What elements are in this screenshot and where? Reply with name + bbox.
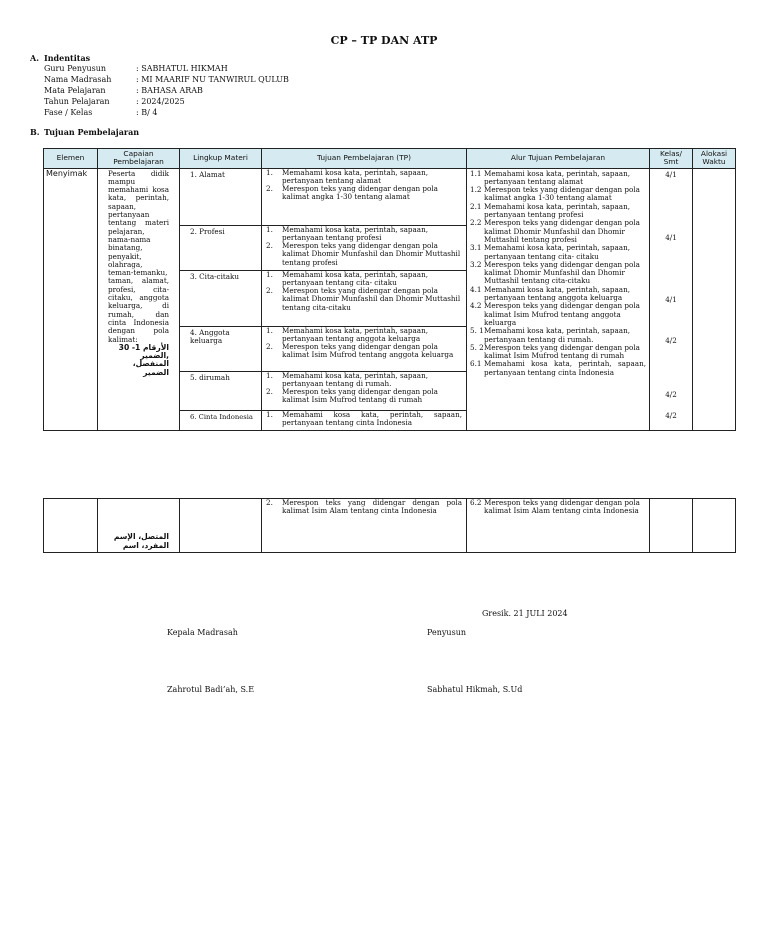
atp-item: 2.2 Merespon teks yang didengar dengan pola kalimat Dhomir Munfashil dan Dhomir Muttashil tentang profesi xyxy=(470,218,640,244)
atp-item: 3.2 Merespon teks yang didengar dengan pola kalimat Dhomir Munfashil dan Dhomir Muttashil tentang cita-citaku xyxy=(470,259,640,286)
identity-row xyxy=(44,74,289,85)
atp-cell xyxy=(467,499,650,553)
tp-cell xyxy=(262,499,467,553)
kelas-value: 4/1 xyxy=(665,232,677,242)
atp-cell xyxy=(467,168,650,430)
tp-item: 2. Merespon teks yang didengar dengan pola kalimat Dhomir Munfashil dan Dhomir Muttashil tentang cita-citaku xyxy=(266,286,461,312)
learning-objectives-table xyxy=(43,148,736,431)
identity-value: : MI MAARIF NU TANWIRUL QULUB xyxy=(136,75,289,84)
place-date: Gresik. 21 JULI 2024 xyxy=(482,609,568,618)
tp-item: 1. Memahami kosa kata, perintah, sapaan, pertanyaan tentang cita- citaku xyxy=(266,269,428,287)
tp-group xyxy=(262,271,466,327)
lingkup-item: 3. Cita-citaku xyxy=(180,271,261,327)
left-signer-name: Zahrotul Badi’ah, S.E xyxy=(167,685,255,694)
header-atp: Alur Tujuan Pembelajaran xyxy=(467,149,650,169)
tp-item: 2. Merespon teks yang didengar dengan pola kalimat Isim Alam tentang cinta Indonesia xyxy=(266,498,462,516)
atp-item: 5. 1 Memahami kosa kata, perintah, sapaan, pertanyaan tentang di rumah. xyxy=(470,326,630,344)
atp-item: 6.2 Merespon teks yang didengar dengan pola kalimat Isim Alam tentang cinta Indonesia xyxy=(470,498,640,516)
kelas-value: 4/2 xyxy=(665,335,677,345)
atp-item: 4.1 Memahami kosa kata, perintah, sapaan, pertanyaan tentang anggota keluarga xyxy=(470,284,630,303)
tp-item: 2. Merespon teks yang didengar dengan pola kalimat Isim Mufrod tentang anggota keluarga xyxy=(266,342,454,360)
tp-item: 1. Memahami kosa kata, perintah, sapaan, pertanyaan tentang di rumah. xyxy=(266,370,428,388)
kelas-value: 4/2 xyxy=(665,389,677,399)
kelas-cell xyxy=(650,499,693,553)
right-signer-role: Penyusun xyxy=(427,628,466,637)
atp-item: 3.1 Memahami kosa kata, perintah, sapaan, pertanyaan tentang cita- citaku xyxy=(470,243,630,261)
header-elemen: Elemen xyxy=(44,149,98,169)
identity-row xyxy=(44,96,289,107)
alokasi-cell xyxy=(693,499,736,553)
header-tp: Tujuan Pembelajaran (TP) xyxy=(262,149,467,169)
atp-item: 6.1 Memahami kosa kata, perintah, sapaan, pertanyaan tentang cinta Indonesia xyxy=(470,359,646,377)
kelas-value: 4/2 xyxy=(665,410,677,420)
section-b-number: B. xyxy=(30,127,40,137)
section-a-heading xyxy=(30,53,90,63)
lingkup-cell xyxy=(180,499,262,553)
tp-item: 1. Memahami kosa kata, perintah, sapaan, pertanyaan tentang profesi xyxy=(266,224,428,242)
header-capaian: Capaian Pembelajaran xyxy=(98,149,180,169)
atp-item: 5. 2 Merespon teks yang didengar dengan pola kalimat Isim Mufrod tentang di rumah xyxy=(470,342,640,361)
tp-item: 2. Merespon teks yang didengar dengan pola kalimat Dhomir Munfashil dan Dhomir Muttashil tentang profesi xyxy=(266,241,461,267)
identity-row xyxy=(44,63,289,74)
tp-item: 1. Memahami kosa kata, perintah, sapaan, pertanyaan tentang cinta Indonesia xyxy=(266,409,462,427)
identity-value: : B/ 4 xyxy=(136,108,158,117)
header-alokasi: Alokasi Waktu xyxy=(693,149,736,169)
tp-group xyxy=(262,226,466,271)
identity-value: : BAHASA ARAB xyxy=(136,86,203,95)
identity-key: Guru Penyusun xyxy=(44,64,107,73)
identity-value: : SABHATUL HIKMAH xyxy=(136,64,228,73)
continuation-table xyxy=(43,498,736,553)
header-kelas: Kelas/ Smt xyxy=(650,149,693,169)
kelas-value: 4/1 xyxy=(665,169,677,179)
capaian-text: Peserta didik mampu memahami kosa kata, perintah, sapaan, pertanyaan tentang materi pelajaran, nama-nama binatang, penyakit, olahraga, teman-temanku, taman, alamat, profesi, cita-citaku, anggota keluarga, di rumah, dan cinta Indonesia dengan pola kalimat: xyxy=(108,168,169,344)
tp-item: 2. Merespon teks yang didengar dengan pola kalimat Isim Mufrod tentang di rumah xyxy=(266,387,438,405)
capaian-cell xyxy=(98,168,180,430)
alokasi-cell xyxy=(693,168,736,430)
table-row xyxy=(44,499,736,553)
lingkup-item: 4. Anggota keluarga xyxy=(180,327,261,372)
tp-cell xyxy=(262,168,467,430)
identity-row xyxy=(44,107,289,118)
lingkup-cell xyxy=(180,168,262,430)
tp-group xyxy=(262,327,466,372)
capaian-arabic: الأرقام 1- 30 ,الضمير المنفصل، الضمير xyxy=(118,342,169,377)
section-b-heading xyxy=(30,127,139,137)
identity-key: Mata Pelajaran xyxy=(44,86,106,95)
left-signer-role: Kepala Madrasah xyxy=(167,628,238,637)
right-signer-name: Sabhatul Hikmah, S.Ud xyxy=(427,685,523,694)
section-a-label: Indentitas xyxy=(44,53,91,63)
elemen-cell: Menyimak xyxy=(44,168,98,430)
tp-group xyxy=(262,411,466,429)
elemen-cell xyxy=(44,499,98,553)
table-header-row xyxy=(44,149,736,169)
tp-group xyxy=(262,169,466,226)
lingkup-item: 2. Profesi xyxy=(180,226,261,271)
tp-item: 1. Memahami kosa kata, perintah, sapaan, pertanyaan tentang alamat xyxy=(266,167,428,185)
tp-item: 1. Memahami kosa kata, perintah, sapaan, pertanyaan tentang anggota keluarga xyxy=(266,325,428,343)
lingkup-item: 1. Alamat xyxy=(180,169,261,226)
atp-item: 1.1 Memahami kosa kata, perintah, sapaan, pertanyaan tentang alamat xyxy=(470,168,630,186)
lingkup-item: 5. dirumah xyxy=(180,372,261,411)
header-lingkup: Lingkup Materi xyxy=(180,149,262,169)
section-b-label: Tujuan Pembelajaran xyxy=(44,127,140,137)
identity-row xyxy=(44,85,289,96)
tp-item: 2. Merespon teks yang didengar dengan pola kalimat angka 1-30 tentang alamat xyxy=(266,184,438,202)
tp-group xyxy=(262,372,466,411)
identity-key: Tahun Pelajaran xyxy=(44,97,110,106)
section-a-number: A. xyxy=(30,53,39,63)
identity-key: Fase / Kelas xyxy=(44,108,93,117)
capaian-cell xyxy=(98,499,180,553)
kelas-cell xyxy=(650,168,693,430)
atp-item: 1.2 Merespon teks yang didengar dengan pola kalimat angka 1-30 tentang alamat xyxy=(470,185,640,203)
identity-key: Nama Madrasah xyxy=(44,75,112,84)
atp-item: 2.1 Memahami kosa kata, perintah, sapaan, pertanyaan tentang profesi xyxy=(470,201,630,220)
kelas-value: 4/1 xyxy=(665,294,677,304)
atp-item: 4.2 Merespon teks yang didengar dengan pola kalimat Isim Mufrod tentang anggota keluarga xyxy=(470,301,640,327)
table-row xyxy=(44,168,736,430)
lingkup-item: 6. Cinta Indonesia xyxy=(190,412,253,421)
identity-block xyxy=(44,63,289,118)
page-title: CP – TP DAN ATP xyxy=(330,34,438,47)
capaian-arabic: المتصل، الإسم المفرد، اسم xyxy=(113,532,169,550)
identity-value: : 2024/2025 xyxy=(136,97,185,106)
